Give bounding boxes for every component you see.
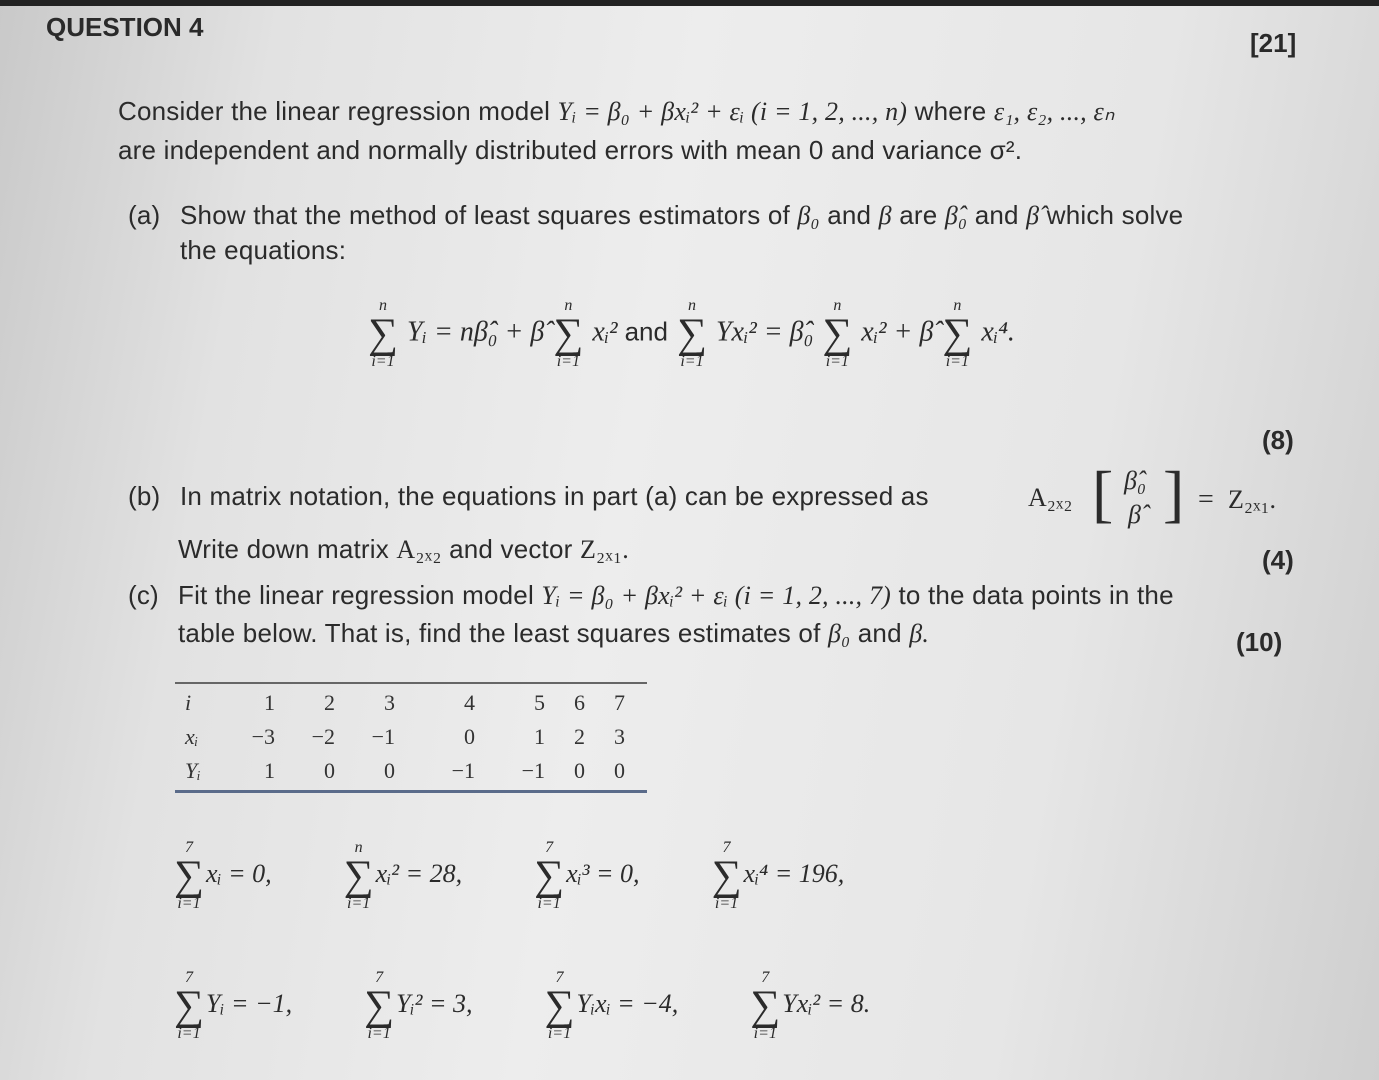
table-row (185, 720, 625, 754)
table-row (185, 686, 625, 720)
table-bottom-rule (175, 790, 647, 793)
sum-upper-limit: 7 (184, 969, 193, 986)
sum-lower-limit: i=1 (177, 1025, 201, 1042)
sum-symbol: 7 ∑ i=1 (534, 839, 565, 912)
sum-upper-limit: 7 (761, 969, 770, 986)
table-cell: −3 (251, 724, 275, 749)
table-cell: −1 (371, 724, 395, 749)
question-marks: [21] (1250, 28, 1297, 58)
sum-upper-limit: 7 (555, 969, 564, 986)
sum-expression: xᵢ³ = 0, (566, 858, 640, 888)
question-title: QUESTION 4 (46, 12, 204, 42)
sum-upper-limit: 7 (375, 969, 384, 986)
vector-top: β̂₀ (1124, 466, 1146, 495)
table-cell: 7 (614, 690, 625, 715)
part-a-label: (a) (128, 200, 161, 230)
table-cell: −1 (521, 758, 545, 783)
and-word: and (827, 200, 872, 230)
sum-expression: Yᵢ = −1, (205, 988, 293, 1018)
beta-symbol: β (878, 201, 892, 230)
table-cell: −1 (451, 758, 475, 783)
table-top-rule (175, 682, 647, 684)
sum-symbol: 7 ∑ i=1 (711, 839, 742, 912)
sum-upper-limit: 7 (722, 839, 731, 856)
sum-lower-limit: i=1 (753, 1025, 777, 1042)
sums-row-1 (172, 840, 844, 912)
data-table-wrap (185, 686, 625, 788)
part-c-label: (c) (128, 580, 159, 610)
summation-item (748, 970, 870, 1042)
sum-expression: Yᵢxᵢ = −4, (576, 988, 679, 1018)
sum-symbol: 7 ∑ i=1 (174, 839, 204, 912)
part-c-line-1 (178, 580, 1174, 611)
sum-symbol: 7 ∑ i=1 (544, 969, 575, 1042)
sum-symbol: 7 ∑ i=1 (750, 969, 781, 1042)
part-b-label: (b) (128, 481, 161, 511)
to-data-points-text: to the data points in the (898, 580, 1174, 610)
sum-expression: Yᵢ² = 3, (396, 988, 473, 1018)
fit-model-text: Fit the linear regression model (178, 580, 534, 610)
data-table (185, 686, 625, 788)
part-a-marks: (8) (1262, 425, 1294, 455)
sum-upper-limit: 7 (184, 839, 193, 856)
summation-item (172, 970, 292, 1042)
sum-lower-limit: i=1 (537, 895, 561, 912)
table-cell: 1 (534, 724, 545, 749)
part-b-line-2 (178, 534, 629, 565)
sum-lower-limit: i=1 (714, 895, 739, 912)
table-cell: 0 (574, 758, 585, 783)
sum-symbol: n ∑ i=1 (822, 297, 853, 370)
sum-symbol: n ∑ i=1 (676, 297, 707, 370)
summation-item (710, 840, 845, 912)
sum-symbol: n ∑ i=1 (553, 297, 584, 370)
equation-2-mid: xᵢ² + β̂ (861, 316, 934, 348)
table-cell: 0 (324, 758, 335, 783)
table-cell: 6 (574, 690, 585, 715)
write-down-text: Write down matrix (178, 534, 389, 564)
sums-row-2 (172, 970, 870, 1042)
beta-hat-symbol: β̂ (1026, 201, 1040, 230)
sum-symbol: n ∑ i=1 (942, 297, 973, 370)
table-cell: 1 (264, 690, 275, 715)
equation-2-lhs: Yxᵢ² = β̂₀ (715, 316, 814, 348)
equation-2-rhs: xᵢ⁴. (981, 316, 1015, 348)
table-row-header: Yᵢ (185, 758, 201, 783)
are-word: are (899, 200, 938, 230)
table-cell: 3 (614, 724, 625, 749)
intro-where: where (914, 96, 987, 126)
table-cell: 0 (384, 758, 395, 783)
summation-item (543, 970, 679, 1042)
sum-expression: xᵢ⁴ = 196, (743, 858, 845, 888)
table-cell: 2 (324, 690, 335, 715)
sum-expression: xᵢ² = 28, (375, 858, 463, 888)
sum-symbol: n ∑ i=1 (343, 839, 374, 912)
sum-expression: xᵢ = 0, (205, 858, 272, 888)
sum-symbol: n ∑ i=1 (368, 297, 398, 370)
sum-lower-limit: i=1 (547, 1025, 572, 1042)
sum-lower-limit: i=1 (367, 1025, 391, 1042)
part-a-line-2: the equations: (180, 235, 347, 265)
and-word: and (974, 200, 1019, 230)
summation-item (362, 970, 472, 1042)
which-solve: which solve (1046, 200, 1184, 230)
intro-model: Yᵢ = β₀ + βxᵢ² + εᵢ (i = 1, 2, ..., n) (557, 97, 908, 126)
intro-errors: ε₁, ε₂, ..., εₙ (993, 97, 1115, 126)
sum-upper-limit: 7 (545, 839, 554, 856)
table-row-header: i (185, 690, 192, 715)
table-cell: 3 (384, 690, 395, 715)
and-word: and (857, 618, 902, 648)
left-bracket: [ (1092, 458, 1114, 529)
part-b-marks: (4) (1262, 545, 1294, 575)
find-estimates-text: table below. That is, find the least squares estimates of (178, 618, 821, 648)
vector-Z-label: Z₂ₓ₁. (1228, 485, 1277, 514)
and-vector-text: and vector (449, 534, 573, 564)
intro-lead: Consider the linear regression model (118, 96, 551, 126)
intro-line-2: are independent and normally distributed errors with mean 0 and variance σ². (118, 135, 1023, 165)
equation-1-rhs: xᵢ² (592, 316, 618, 348)
sum-upper-limit: n (354, 839, 363, 856)
table-cell: 2 (574, 724, 585, 749)
table-cell: 0 (464, 724, 475, 749)
table-row-header: xᵢ (185, 724, 199, 749)
intro-line-1 (118, 96, 1115, 127)
top-edge (0, 0, 1379, 6)
matrix-A-inline: A₂ₓ₂ (396, 535, 442, 564)
table-cell: 5 (534, 690, 545, 715)
sum-expression: Yxᵢ² = 8. (782, 988, 871, 1018)
sum-symbol: 7 ∑ i=1 (364, 969, 395, 1042)
part-a-text: Show that the method of least squares estimators of (180, 200, 790, 230)
beta-symbol: β. (909, 619, 930, 648)
vector-bottom: β̂ (1128, 500, 1141, 529)
part-a-line-1 (180, 200, 1183, 231)
part-b-line-1: In matrix notation, the equations in part (a) can be expressed as (180, 481, 929, 511)
beta0-symbol: β₀ (797, 201, 820, 230)
summation-item (342, 840, 462, 912)
sum-symbol: 7 ∑ i=1 (174, 969, 204, 1042)
equations-and: and (624, 316, 668, 347)
table-cell: 1 (264, 758, 275, 783)
equals-sign: = (1198, 484, 1214, 515)
part-c-model: Yᵢ = β₀ + βxᵢ² + εᵢ (i = 1, 2, ..., 7) (541, 581, 891, 610)
matrix-A-label: A₂ₓ₂ (1028, 483, 1073, 512)
beta0-hat-symbol: β̂₀ (944, 201, 968, 230)
right-bracket: ] (1163, 458, 1185, 529)
summation-item (172, 840, 272, 912)
beta0-symbol: β₀ (827, 619, 851, 648)
vector-Z-inline: Z₂ₓ₁. (579, 535, 629, 564)
sum-lower-limit: i=1 (347, 895, 371, 912)
sum-lower-limit: i=1 (177, 895, 201, 912)
table-cell: −2 (311, 724, 335, 749)
summation-item (532, 840, 639, 912)
part-c-line-2 (178, 618, 929, 649)
part-c-marks: (10) (1236, 627, 1283, 657)
table-cell: 0 (614, 758, 625, 783)
equation-1-lhs: Yᵢ = nβ̂₀ + β̂ (406, 316, 545, 348)
normal-equations (366, 298, 1015, 370)
table-row (185, 754, 625, 788)
table-cell: 4 (464, 690, 475, 715)
